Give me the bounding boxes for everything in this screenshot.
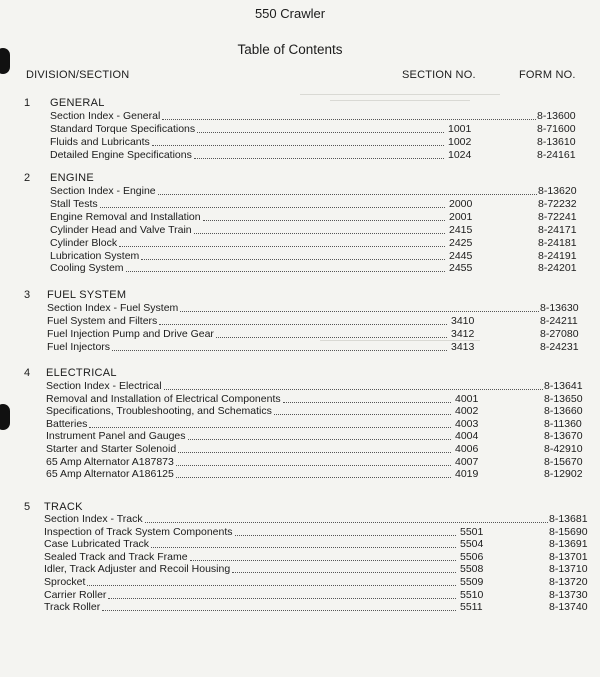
dot-leader: [100, 207, 445, 208]
division-title: ELECTRICAL: [46, 367, 117, 379]
header-division-section: DIVISION/SECTION: [26, 69, 130, 81]
form-number: 8-24161: [537, 149, 576, 161]
division-number: 3: [24, 289, 31, 301]
section-name: Lubrication System: [50, 249, 140, 262]
dot-leader: [274, 414, 451, 415]
section-number: 5506: [460, 550, 484, 563]
section-name: Starter and Starter Solenoid: [46, 443, 177, 455]
header-section-no: SECTION NO.: [402, 69, 476, 81]
dot-leader: [108, 598, 456, 599]
section-name: Case Lubricated Track: [44, 538, 150, 551]
dot-leader: [141, 259, 445, 260]
form-number: 8-24211: [540, 314, 578, 327]
form-number: 8-42910: [544, 443, 583, 455]
section-name: Carrier Roller: [44, 588, 107, 601]
section-name: Section Index - Engine: [50, 185, 156, 197]
dot-leader: [194, 233, 445, 234]
section-name: 65 Amp Alternator A187873: [46, 455, 174, 468]
section-number: 4019: [455, 468, 479, 481]
division-number: 1: [24, 97, 31, 109]
form-number: 8-15690: [549, 525, 588, 538]
section-number: 2455: [449, 262, 473, 275]
section-number: 5501: [460, 525, 484, 538]
dot-leader: [89, 427, 451, 428]
section-name: Fuel Injectors: [47, 340, 111, 353]
section-number: 3413: [451, 340, 475, 353]
division-title: TRACK: [44, 501, 83, 513]
dot-leader: [87, 585, 456, 586]
dot-leader: [203, 220, 445, 221]
section-name: Cylinder Head and Valve Train: [50, 223, 192, 236]
form-number: 8-12902: [544, 468, 583, 481]
section-number: 2000: [449, 197, 473, 210]
section-number: 2001: [449, 210, 473, 223]
section-number: 4001: [455, 392, 479, 405]
section-number: 5511: [460, 601, 483, 614]
dot-leader: [194, 158, 444, 159]
division-number: 2: [24, 172, 31, 184]
form-number: 8-13600: [537, 110, 576, 122]
section-number: 5508: [460, 563, 484, 576]
form-number: 8-24191: [538, 249, 577, 262]
form-number: 8-13740: [549, 601, 588, 614]
section-name: Cooling System: [50, 262, 124, 275]
section-name: Instrument Panel and Gauges: [46, 430, 186, 443]
section-name: Sealed Track and Track Frame: [44, 550, 188, 563]
dot-leader: [158, 194, 537, 195]
dot-leader: [176, 465, 451, 466]
division-title: GENERAL: [50, 97, 105, 109]
form-number: 8-13650: [544, 392, 583, 405]
form-number: 8-24171: [538, 223, 577, 236]
form-number: 8-13660: [544, 405, 583, 418]
dot-leader: [190, 560, 456, 561]
dot-leader: [188, 439, 451, 440]
form-number: 8-13670: [544, 430, 583, 443]
section-name: Standard Torque Specifications: [50, 123, 196, 135]
section-number: 3412: [451, 327, 475, 340]
form-number: 8-13701: [549, 550, 588, 563]
dot-leader: [162, 119, 536, 120]
form-number: 8-27080: [540, 327, 579, 340]
header-form-no: FORM NO.: [519, 69, 576, 81]
dot-leader: [235, 535, 456, 536]
section-number: 2425: [449, 236, 473, 249]
dot-leader: [151, 547, 456, 548]
form-number: 8-13720: [549, 576, 588, 588]
section-number: 3410: [451, 314, 475, 327]
section-name: Fluids and Lubricants: [50, 136, 150, 148]
section-number: 4006: [455, 443, 479, 455]
form-number: 8-13691: [549, 538, 588, 551]
section-name: Section Index - Electrical: [46, 380, 162, 392]
form-number: 8-24231: [540, 340, 579, 353]
dot-leader: [145, 522, 548, 523]
form-number: 8-13641: [544, 380, 583, 392]
section-number: 1001: [448, 123, 472, 135]
section-name: Section Index - Fuel System: [47, 302, 179, 314]
section-name: Track Roller: [44, 601, 101, 614]
section-name: Stall Tests: [50, 197, 98, 210]
section-name: Fuel Injection Pump and Drive Gear: [47, 327, 214, 340]
document-subtitle: Table of Contents: [237, 42, 343, 57]
section-name: Section Index - General: [50, 110, 161, 122]
binder-hole: [0, 404, 10, 430]
division-number: 5: [24, 501, 31, 513]
section-name: Detailed Engine Specifications: [50, 149, 192, 161]
dot-leader: [216, 337, 447, 338]
dot-leader: [152, 145, 444, 146]
section-number: 4002: [455, 405, 479, 418]
section-name: Idler, Track Adjuster and Recoil Housing: [44, 563, 231, 576]
section-name: Engine Removal and Installation: [50, 210, 201, 223]
section-name: 65 Amp Alternator A186125: [46, 468, 174, 481]
dot-leader: [126, 271, 445, 272]
form-number: 8-13630: [540, 302, 579, 314]
form-number: 8-71600: [537, 123, 576, 135]
division-title: FUEL SYSTEM: [47, 289, 127, 301]
form-number: 8-13710: [549, 563, 588, 576]
form-number: 8-24181: [538, 236, 577, 249]
dot-leader: [112, 350, 447, 351]
dot-leader: [180, 311, 539, 312]
form-number: 8-13730: [549, 588, 588, 601]
form-number: 8-72241: [538, 210, 577, 223]
section-name: Batteries: [46, 417, 88, 430]
bleed-through-mark: [300, 94, 500, 95]
form-number: 8-15670: [544, 455, 583, 468]
section-number: 5510: [460, 588, 484, 601]
dot-leader: [232, 572, 456, 573]
form-number: 8-13610: [537, 136, 576, 148]
section-name: Section Index - Track: [44, 513, 143, 525]
dot-leader: [197, 132, 444, 133]
section-name: Inspection of Track System Components: [44, 525, 233, 538]
section-number: 4004: [455, 430, 479, 443]
section-number: 4007: [455, 455, 479, 468]
bleed-through-mark: [330, 100, 470, 101]
dot-leader: [176, 477, 451, 478]
dot-leader: [102, 610, 456, 611]
dot-leader: [159, 324, 447, 325]
dot-leader: [178, 452, 451, 453]
section-number: 5504: [460, 538, 484, 551]
section-number: 2445: [449, 249, 473, 262]
section-name: Fuel System and Filters: [47, 314, 158, 327]
section-name: Sprocket: [44, 576, 86, 588]
form-number: 8-24201: [538, 262, 577, 275]
section-number: 5509: [460, 576, 484, 588]
division-title: ENGINE: [50, 172, 94, 184]
section-name: Cylinder Block: [50, 236, 118, 249]
division-number: 4: [24, 367, 31, 379]
section-number: 4003: [455, 417, 479, 430]
dot-leader: [164, 389, 543, 390]
section-number: 1002: [448, 136, 472, 148]
section-number: 2415: [449, 223, 473, 236]
form-number: 8-11360: [544, 417, 582, 430]
document-title: 550 Crawler: [254, 6, 326, 21]
section-name: Specifications, Troubleshooting, and Schematics: [46, 405, 272, 418]
section-number: 1024: [448, 149, 472, 161]
form-number: 8-13681: [549, 513, 588, 525]
form-number: 8-72232: [538, 197, 577, 210]
dot-leader: [283, 402, 451, 403]
section-name: Removal and Installation of Electrical Components: [46, 392, 281, 405]
form-number: 8-13620: [538, 185, 577, 197]
dot-leader: [119, 246, 445, 247]
